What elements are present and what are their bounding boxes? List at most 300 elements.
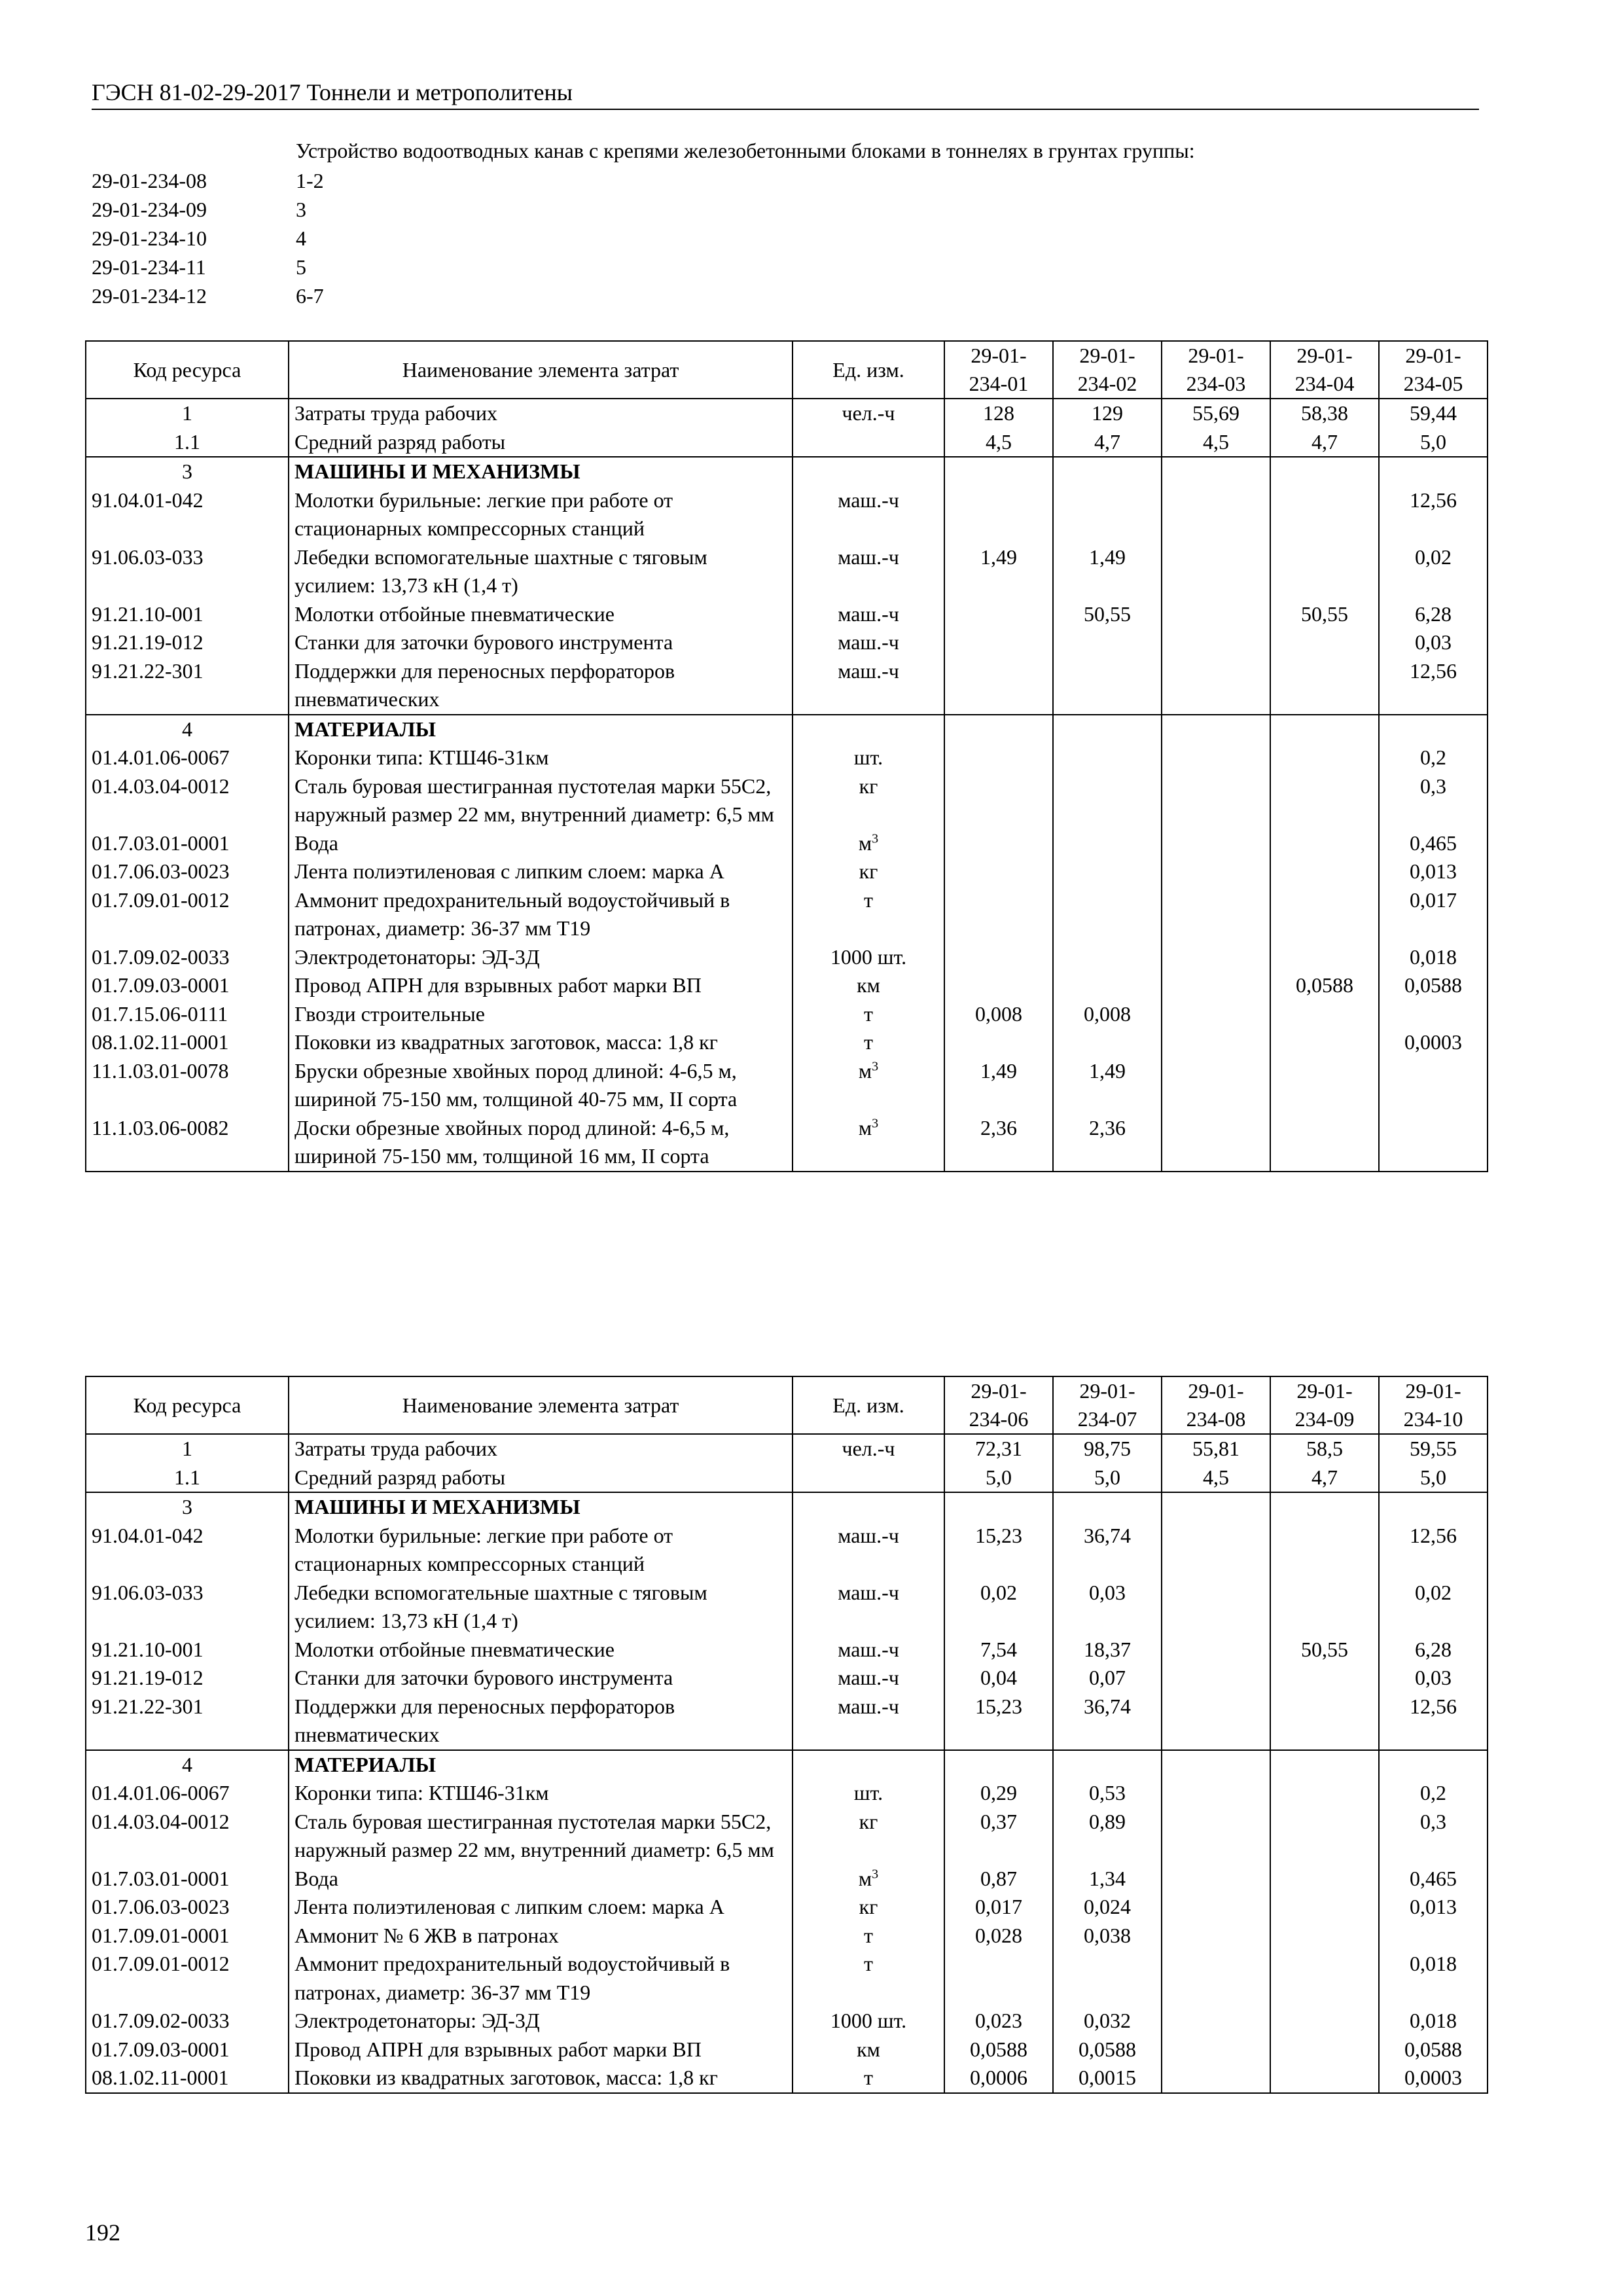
norm-value: 58,5 bbox=[1270, 1434, 1379, 1463]
norm-value: 50,55 bbox=[1270, 600, 1379, 629]
resource-name: Молотки отбойные пневматические bbox=[289, 1636, 793, 1664]
norm-value bbox=[1162, 772, 1270, 829]
norm-value: 2,36 bbox=[1053, 1114, 1162, 1172]
resource-name: Молотки бурильные: легкие при работе от стационарных компрессорных станций bbox=[289, 486, 793, 543]
table-row bbox=[86, 1950, 1488, 2007]
resource-name: Аммонит № 6 ЖВ в патронах bbox=[289, 1922, 793, 1950]
norm-code: 29-01-234-10 bbox=[92, 226, 207, 250]
resource-name: Вода bbox=[289, 829, 793, 858]
resource-unit: $м^3$ bbox=[793, 1057, 944, 1114]
resource-unit bbox=[793, 1750, 944, 1780]
resource-code: 01.7.03.01-0001 bbox=[86, 1865, 289, 1893]
norm-value bbox=[1162, 715, 1270, 744]
norm-value: 12,56 bbox=[1379, 1522, 1488, 1579]
norm-value bbox=[1270, 1057, 1379, 1114]
table-row bbox=[86, 1808, 1488, 1865]
resource-unit: маш.-ч bbox=[793, 600, 944, 629]
table-row bbox=[86, 1114, 1488, 1172]
norm-value bbox=[1270, 715, 1379, 744]
resource-code: 01.7.03.01-0001 bbox=[86, 829, 289, 858]
norm-value bbox=[1053, 971, 1162, 1000]
norm-value: 0,37 bbox=[944, 1808, 1053, 1865]
resource-unit bbox=[793, 1463, 944, 1493]
table-row bbox=[86, 399, 1488, 428]
norm-value bbox=[1162, 1922, 1270, 1950]
table-row bbox=[86, 1434, 1488, 1463]
resource-unit bbox=[793, 1492, 944, 1522]
resource-code: 1.1 bbox=[86, 428, 289, 457]
norm-value: 0,02 bbox=[1379, 1579, 1488, 1636]
resource-code: 08.1.02.11-0001 bbox=[86, 1028, 289, 1057]
table-row bbox=[86, 1028, 1488, 1057]
table-row bbox=[86, 600, 1488, 629]
resource-name: Затраты труда рабочих bbox=[289, 1434, 793, 1463]
resource-unit: маш.-ч bbox=[793, 1579, 944, 1636]
norm-value: 4,5 bbox=[944, 428, 1053, 457]
resource-code: 91.21.10-001 bbox=[86, 1636, 289, 1664]
resource-name: Электродетонаторы: ЭД-3Д bbox=[289, 2007, 793, 2036]
resource-code: 01.7.09.02-0033 bbox=[86, 943, 289, 972]
section-row bbox=[86, 457, 1488, 486]
norm-list-item bbox=[92, 224, 324, 253]
norm-value: 50,55 bbox=[1053, 600, 1162, 629]
norm-value bbox=[1053, 744, 1162, 772]
header-norm-line2: 234-01 bbox=[969, 372, 1029, 395]
norm-value bbox=[1270, 1922, 1379, 1950]
page-header: ГЭСН 81-02-29-2017 Тоннели и метрополитены bbox=[92, 79, 1479, 110]
norm-value bbox=[944, 715, 1053, 744]
norm-value: 4,7 bbox=[1053, 428, 1162, 457]
resource-unit: маш.-ч bbox=[793, 1664, 944, 1693]
section-row bbox=[86, 715, 1488, 744]
header-norm-line2: 234-09 bbox=[1294, 1407, 1355, 1431]
norm-value bbox=[944, 829, 1053, 858]
norm-value bbox=[1162, 543, 1270, 600]
norm-value bbox=[1162, 2007, 1270, 2036]
norm-value bbox=[1270, 2007, 1379, 2036]
table-row bbox=[86, 943, 1488, 972]
norm-value: 0,008 bbox=[1053, 1000, 1162, 1029]
norm-value: 0,02 bbox=[944, 1579, 1053, 1636]
header-name: Наименование элемента затрат bbox=[289, 341, 793, 399]
resource-unit: т bbox=[793, 1950, 944, 2007]
resource-name: Доски обрезные хвойных пород длиной: 4-6,5 м, шириной 75-150 мм, толщиной 16 мм, II сорта bbox=[289, 1114, 793, 1172]
norm-value: 98,75 bbox=[1053, 1434, 1162, 1463]
header-unit: Ед. изм. bbox=[793, 1376, 944, 1434]
norm-value bbox=[1162, 1114, 1270, 1172]
norm-value: 1,49 bbox=[944, 543, 1053, 600]
table-row bbox=[86, 1865, 1488, 1893]
header-unit: Ед. изм. bbox=[793, 341, 944, 399]
header-norm-line2: 234-06 bbox=[969, 1407, 1029, 1431]
norm-value bbox=[944, 1028, 1053, 1057]
header-norm-column bbox=[1053, 1376, 1162, 1434]
table-row bbox=[86, 628, 1488, 657]
resource-code: 11.1.03.01-0078 bbox=[86, 1057, 289, 1114]
norm-value bbox=[1162, 600, 1270, 629]
resource-name: Лебедки вспомогательные шахтные с тяговым усилием: 13,73 кН (1,4 т) bbox=[289, 1579, 793, 1636]
resource-name: Средний разряд работы bbox=[289, 428, 793, 457]
resource-code: 11.1.03.06-0082 bbox=[86, 1114, 289, 1172]
table-row bbox=[86, 1579, 1488, 1636]
resource-unit: шт. bbox=[793, 1779, 944, 1808]
resource-name: Средний разряд работы bbox=[289, 1463, 793, 1493]
norm-value: 0,29 bbox=[944, 1779, 1053, 1808]
norm-value: 72,31 bbox=[944, 1434, 1053, 1463]
norm-value: 0,0588 bbox=[1379, 2036, 1488, 2064]
norm-value: 0,87 bbox=[944, 1865, 1053, 1893]
norm-value bbox=[1270, 2064, 1379, 2093]
page-number: 192 bbox=[85, 2219, 120, 2246]
norm-value: 0,03 bbox=[1379, 628, 1488, 657]
header-norm-line1: 29-01- bbox=[1188, 1379, 1244, 1403]
norm-value: 1,49 bbox=[1053, 543, 1162, 600]
resource-code: 01.7.09.01-0012 bbox=[86, 1950, 289, 2007]
norm-value: 50,55 bbox=[1270, 1636, 1379, 1664]
norm-value bbox=[944, 1950, 1053, 2007]
norm-value: 18,37 bbox=[1053, 1636, 1162, 1664]
resource-code: 01.7.09.01-0001 bbox=[86, 1922, 289, 1950]
table-row bbox=[86, 428, 1488, 457]
table-row bbox=[86, 1000, 1488, 1029]
resource-name: Лента полиэтиленовая с липким слоем: марка А bbox=[289, 857, 793, 886]
resource-unit: т bbox=[793, 1922, 944, 1950]
norm-value bbox=[944, 600, 1053, 629]
header-norm-line2: 234-05 bbox=[1403, 372, 1463, 395]
resource-name: Электродетонаторы: ЭД-3Д bbox=[289, 943, 793, 972]
norm-value bbox=[1162, 1057, 1270, 1114]
norm-value bbox=[1053, 1950, 1162, 2007]
norm-value: 0,0588 bbox=[1270, 971, 1379, 1000]
norm-value: 0,0588 bbox=[1379, 971, 1488, 1000]
resource-code: 01.7.09.03-0001 bbox=[86, 2036, 289, 2064]
table-header-row bbox=[86, 1376, 1488, 1434]
norm-value: 15,23 bbox=[944, 1522, 1053, 1579]
norm-value: 0,008 bbox=[944, 1000, 1053, 1029]
norm-value bbox=[1379, 1750, 1488, 1780]
norm-value bbox=[1162, 1865, 1270, 1893]
resource-code: 01.7.09.01-0012 bbox=[86, 886, 289, 943]
header-norm-line1: 29-01- bbox=[1405, 344, 1461, 367]
norm-value bbox=[1162, 1664, 1270, 1693]
resource-code: 1 bbox=[86, 1434, 289, 1463]
norm-value: 55,81 bbox=[1162, 1434, 1270, 1463]
norm-value: 0,028 bbox=[944, 1922, 1053, 1950]
norm-value bbox=[1379, 457, 1488, 486]
norm-value: 12,56 bbox=[1379, 657, 1488, 715]
resource-table-1 bbox=[85, 340, 1488, 1172]
table-row bbox=[86, 1636, 1488, 1664]
norm-value bbox=[1053, 457, 1162, 486]
norm-code: 29-01-234-11 bbox=[92, 255, 206, 279]
norm-value bbox=[1270, 829, 1379, 858]
norm-value: 0,2 bbox=[1379, 744, 1488, 772]
norm-value: 7,54 bbox=[944, 1636, 1053, 1664]
resource-unit: км bbox=[793, 2036, 944, 2064]
norm-value: 0,013 bbox=[1379, 1893, 1488, 1922]
norm-value: 0,07 bbox=[1053, 1664, 1162, 1693]
norm-value bbox=[1270, 1664, 1379, 1693]
norm-value bbox=[944, 772, 1053, 829]
norm-value bbox=[944, 857, 1053, 886]
norm-value bbox=[1162, 628, 1270, 657]
resource-unit: т bbox=[793, 1000, 944, 1029]
resource-unit: маш.-ч bbox=[793, 1693, 944, 1750]
norm-value bbox=[1162, 971, 1270, 1000]
norm-value bbox=[1162, 1579, 1270, 1636]
norm-value: 58,38 bbox=[1270, 399, 1379, 428]
norm-value: 0,0003 bbox=[1379, 1028, 1488, 1057]
resource-unit: маш.-ч bbox=[793, 1522, 944, 1579]
norm-value bbox=[1053, 857, 1162, 886]
resource-name: Провод АПРН для взрывных работ марки ВП bbox=[289, 971, 793, 1000]
resource-unit: $м^3$ bbox=[793, 1114, 944, 1172]
resource-name: Поддержки для переносных перфораторов пневматических bbox=[289, 1693, 793, 1750]
resource-name: Лебедки вспомогательные шахтные с тяговым усилием: 13,73 кН (1,4 т) bbox=[289, 543, 793, 600]
norm-value bbox=[1162, 486, 1270, 543]
norm-value bbox=[1270, 457, 1379, 486]
resource-table-2 bbox=[85, 1376, 1488, 2094]
norm-value bbox=[1162, 886, 1270, 943]
norm-value bbox=[944, 1492, 1053, 1522]
resource-code: 3 bbox=[86, 1492, 289, 1522]
header-norm-column bbox=[1162, 341, 1270, 399]
resource-name: Лента полиэтиленовая с липким слоем: марка А bbox=[289, 1893, 793, 1922]
norm-value: 0,03 bbox=[1379, 1664, 1488, 1693]
norm-value: 4,7 bbox=[1270, 428, 1379, 457]
norm-value: 0,024 bbox=[1053, 1893, 1162, 1922]
norm-value bbox=[1270, 1492, 1379, 1522]
table-row bbox=[86, 744, 1488, 772]
header-norm-line2: 234-02 bbox=[1077, 372, 1137, 395]
table-row bbox=[86, 857, 1488, 886]
norm-code: 29-01-234-08 bbox=[92, 169, 207, 192]
norm-value bbox=[1053, 772, 1162, 829]
header-norm-column bbox=[1270, 1376, 1379, 1434]
resource-name: Молотки бурильные: легкие при работе от стационарных компрессорных станций bbox=[289, 1522, 793, 1579]
norm-value: 0,017 bbox=[1379, 886, 1488, 943]
resource-name: Поддержки для переносных перфораторов пневматических bbox=[289, 657, 793, 715]
resource-code: 01.4.03.04-0012 bbox=[86, 1808, 289, 1865]
resource-code: 01.4.01.06-0067 bbox=[86, 1779, 289, 1808]
norm-value: 0,0588 bbox=[944, 2036, 1053, 2064]
norm-value bbox=[944, 457, 1053, 486]
resource-code: 91.21.22-301 bbox=[86, 1693, 289, 1750]
norm-value bbox=[944, 1750, 1053, 1780]
header-norm-line2: 234-04 bbox=[1294, 372, 1355, 395]
norm-value bbox=[944, 628, 1053, 657]
resource-code: 4 bbox=[86, 715, 289, 744]
norm-value bbox=[1162, 744, 1270, 772]
resource-name: Сталь буровая шестигранная пустотелая марки 55С2, наружный размер 22 мм, внутренний диаметр: 6,5 мм bbox=[289, 772, 793, 829]
norm-value bbox=[1162, 457, 1270, 486]
norm-value bbox=[1270, 1000, 1379, 1029]
resource-code: 01.4.01.06-0067 bbox=[86, 744, 289, 772]
norm-value: 0,89 bbox=[1053, 1808, 1162, 1865]
table-row bbox=[86, 543, 1488, 600]
norm-value: 0,3 bbox=[1379, 1808, 1488, 1865]
norm-value bbox=[1379, 1114, 1488, 1172]
norm-value bbox=[1379, 715, 1488, 744]
norm-value bbox=[1379, 1922, 1488, 1950]
header-norm-column bbox=[1379, 1376, 1488, 1434]
norm-value: 0,3 bbox=[1379, 772, 1488, 829]
soil-group: 5 bbox=[296, 255, 306, 279]
resource-unit bbox=[793, 428, 944, 457]
norm-value bbox=[1270, 1750, 1379, 1780]
norm-value bbox=[1379, 1492, 1488, 1522]
norm-value bbox=[1053, 486, 1162, 543]
norm-value bbox=[1162, 1893, 1270, 1922]
resource-unit: шт. bbox=[793, 744, 944, 772]
resource-name: Поковки из квадратных заготовок, масса: 1,8 кг bbox=[289, 1028, 793, 1057]
norm-value: 0,0003 bbox=[1379, 2064, 1488, 2093]
section-row bbox=[86, 1492, 1488, 1522]
norm-value: 4,7 bbox=[1270, 1463, 1379, 1493]
table-row bbox=[86, 1522, 1488, 1579]
resource-unit: маш.-ч bbox=[793, 486, 944, 543]
norm-value: 0,023 bbox=[944, 2007, 1053, 2036]
norm-value bbox=[944, 486, 1053, 543]
norm-list-item bbox=[92, 281, 324, 310]
norm-list-item bbox=[92, 253, 324, 281]
norm-value bbox=[1162, 1693, 1270, 1750]
table-row bbox=[86, 886, 1488, 943]
resource-unit: т bbox=[793, 886, 944, 943]
norm-value: 1,34 bbox=[1053, 1865, 1162, 1893]
resource-code: 91.04.01-042 bbox=[86, 1522, 289, 1579]
norm-value: 0,013 bbox=[1379, 857, 1488, 886]
norm-value: 4,5 bbox=[1162, 1463, 1270, 1493]
norm-value bbox=[1162, 1950, 1270, 2007]
soil-group: 1-2 bbox=[296, 169, 324, 192]
header-norm-line1: 29-01- bbox=[1405, 1379, 1461, 1403]
resource-name: Аммонит предохранительный водоустойчивый в патронах, диаметр: 36-37 мм Т19 bbox=[289, 886, 793, 943]
norm-value: 0,038 bbox=[1053, 1922, 1162, 1950]
norm-value bbox=[1270, 1808, 1379, 1865]
resource-code: 01.7.09.02-0033 bbox=[86, 2007, 289, 2036]
table-row bbox=[86, 2064, 1488, 2093]
resource-name: Бруски обрезные хвойных пород длиной: 4-6,5 м, шириной 75-150 мм, толщиной 40-75 мм, II сорта bbox=[289, 1057, 793, 1114]
resource-name: Аммонит предохранительный водоустойчивый в патронах, диаметр: 36-37 мм Т19 bbox=[289, 1950, 793, 2007]
table-row bbox=[86, 971, 1488, 1000]
norm-value bbox=[1053, 1750, 1162, 1780]
table-row bbox=[86, 2007, 1488, 2036]
norm-value bbox=[1053, 886, 1162, 943]
resource-unit: маш.-ч bbox=[793, 628, 944, 657]
norm-value: 55,69 bbox=[1162, 399, 1270, 428]
table-row bbox=[86, 486, 1488, 543]
table-header-row bbox=[86, 341, 1488, 399]
norm-value: 36,74 bbox=[1053, 1522, 1162, 1579]
resource-code: 91.04.01-042 bbox=[86, 486, 289, 543]
norm-value: 0,018 bbox=[1379, 2007, 1488, 2036]
norm-value bbox=[1053, 1028, 1162, 1057]
header-code: Код ресурса bbox=[86, 1376, 289, 1434]
norm-value: 0,2 bbox=[1379, 1779, 1488, 1808]
resource-unit: т bbox=[793, 2064, 944, 2093]
norm-value: 1,49 bbox=[944, 1057, 1053, 1114]
resource-name: Молотки отбойные пневматические bbox=[289, 600, 793, 629]
resource-code: 4 bbox=[86, 1750, 289, 1780]
norm-value bbox=[944, 744, 1053, 772]
header-norm-column bbox=[1053, 341, 1162, 399]
norm-code: 29-01-234-09 bbox=[92, 198, 207, 221]
resource-unit bbox=[793, 457, 944, 486]
resource-name: Вода bbox=[289, 1865, 793, 1893]
section-title: Устройство водоотводных канав с крепями железобетонными блоками в тоннелях в грунтах группы: bbox=[296, 139, 1195, 162]
norm-value bbox=[1270, 657, 1379, 715]
norm-value bbox=[1270, 1579, 1379, 1636]
norm-value: 0,04 bbox=[944, 1664, 1053, 1693]
resource-code: 01.4.03.04-0012 bbox=[86, 772, 289, 829]
table-row bbox=[86, 1893, 1488, 1922]
table-row bbox=[86, 1693, 1488, 1750]
norm-value bbox=[1270, 886, 1379, 943]
resource-code: 1 bbox=[86, 399, 289, 428]
header-norm-line1: 29-01- bbox=[971, 1379, 1027, 1403]
table-row bbox=[86, 1664, 1488, 1693]
resource-name: Гвозди строительные bbox=[289, 1000, 793, 1029]
resource-code: 1.1 bbox=[86, 1463, 289, 1493]
norm-value bbox=[1053, 715, 1162, 744]
resource-code: 91.21.19-012 bbox=[86, 628, 289, 657]
resource-unit: чел.-ч bbox=[793, 1434, 944, 1463]
resource-name: МАТЕРИАЛЫ bbox=[289, 1750, 793, 1780]
norm-value bbox=[1162, 2064, 1270, 2093]
norm-value bbox=[1379, 1000, 1488, 1029]
norm-value: 128 bbox=[944, 399, 1053, 428]
norm-value: 2,36 bbox=[944, 1114, 1053, 1172]
table-row bbox=[86, 1057, 1488, 1114]
resource-code: 3 bbox=[86, 457, 289, 486]
norm-value bbox=[944, 886, 1053, 943]
resource-code: 01.7.15.06-0111 bbox=[86, 1000, 289, 1029]
norm-value bbox=[944, 943, 1053, 972]
norm-value bbox=[1162, 1750, 1270, 1780]
resource-name: Затраты труда рабочих bbox=[289, 399, 793, 428]
resource-unit: кг bbox=[793, 1808, 944, 1865]
norm-value bbox=[1270, 2036, 1379, 2064]
header-norm-line1: 29-01- bbox=[971, 344, 1027, 367]
norm-value bbox=[1162, 1492, 1270, 1522]
norm-value bbox=[1162, 657, 1270, 715]
norm-value bbox=[1162, 1636, 1270, 1664]
norm-value bbox=[1270, 1865, 1379, 1893]
resource-unit: кг bbox=[793, 1893, 944, 1922]
resource-name: Коронки типа: КТШ46-31км bbox=[289, 744, 793, 772]
header-norm-line1: 29-01- bbox=[1079, 344, 1135, 367]
norm-value: 0,018 bbox=[1379, 943, 1488, 972]
norm-value: 5,0 bbox=[1053, 1463, 1162, 1493]
resource-unit: кг bbox=[793, 772, 944, 829]
norm-value: 6,28 bbox=[1379, 1636, 1488, 1664]
header-norm-line2: 234-08 bbox=[1186, 1407, 1246, 1431]
norm-value bbox=[1162, 2036, 1270, 2064]
norm-list-item bbox=[92, 166, 324, 195]
resource-unit: 1000 шт. bbox=[793, 2007, 944, 2036]
norm-value: 5,0 bbox=[1379, 1463, 1488, 1493]
norm-list-item bbox=[92, 195, 324, 224]
norm-value: 0,018 bbox=[1379, 1950, 1488, 2007]
table-row bbox=[86, 2036, 1488, 2064]
norm-value bbox=[1270, 744, 1379, 772]
resource-unit: кг bbox=[793, 857, 944, 886]
header-norm-line1: 29-01- bbox=[1296, 1379, 1353, 1403]
norm-value bbox=[1053, 628, 1162, 657]
header-name: Наименование элемента затрат bbox=[289, 1376, 793, 1434]
resource-code: 91.21.19-012 bbox=[86, 1664, 289, 1693]
